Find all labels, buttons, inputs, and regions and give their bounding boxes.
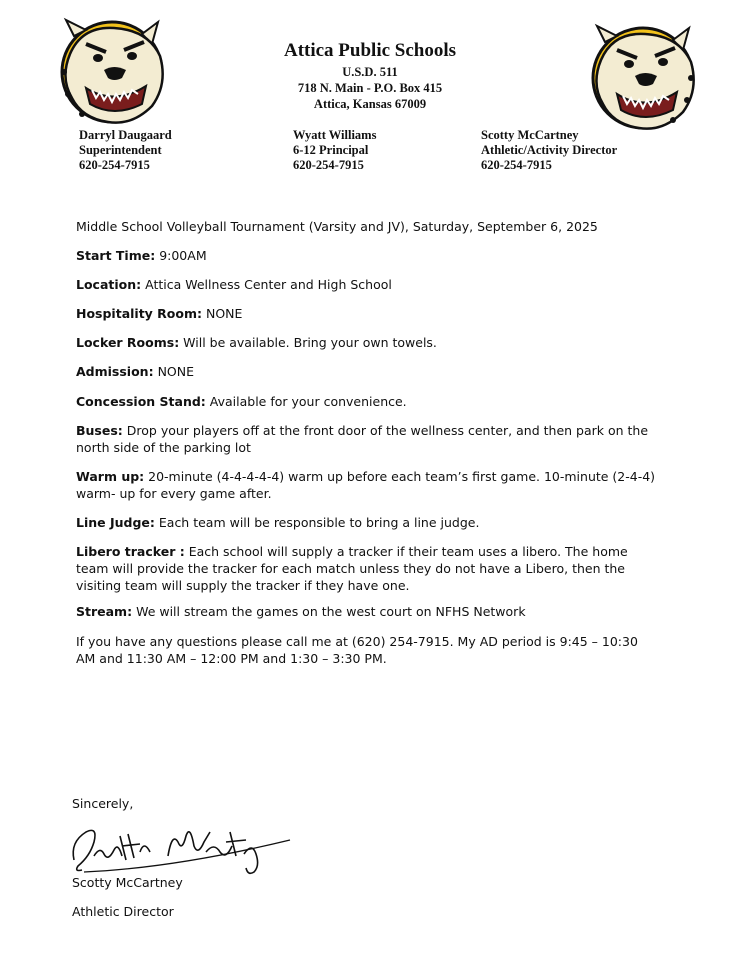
detail-label: Libero tracker :: [76, 544, 185, 559]
detail-label: Line Judge:: [76, 515, 155, 530]
detail-stream: [76, 603, 656, 620]
detail-location: [76, 276, 656, 293]
signer-name: Scotty McCartney: [72, 875, 183, 890]
detail-hospitality: [76, 305, 656, 322]
address-line-2: Attica, Kansas 67009: [313, 97, 427, 111]
detail-label: Warm up:: [76, 469, 145, 484]
detail-label: Buses:: [76, 423, 123, 438]
contact-paragraph: [76, 633, 656, 667]
detail-value: Will be available. Bring your own towels.: [179, 335, 437, 350]
detail-line-judge: [76, 514, 656, 531]
detail-value: Drop your players off at the front door of the wellness center, and then park on the north side of the parking lot: [76, 423, 649, 455]
detail-label: Hospitality Room:: [76, 306, 203, 321]
detail-label: Stream:: [76, 604, 133, 619]
staff-phone: 620-254-7915: [79, 158, 150, 172]
address-line-1: 718 N. Main - P.O. Box 415: [297, 81, 443, 95]
detail-buses: [76, 422, 656, 456]
bulldog-logo-right: [583, 20, 703, 135]
staff-name: Darryl Daugaard: [79, 128, 172, 142]
bulldog-logo-left: [52, 14, 172, 129]
staff-athletic-director: [481, 128, 617, 173]
detail-concession: [76, 393, 656, 410]
detail-label: Start Time:: [76, 248, 156, 263]
staff-title: 6-12 Principal: [293, 143, 369, 157]
district-number: U.S.D. 511: [342, 65, 398, 79]
detail-locker-rooms: [76, 334, 656, 351]
contact-text: If you have any questions please call me at (620) 254-7915. My AD period is 9:45 – 10:30 AM and 11:30 AM – 12:00 PM and 1:30 – 3:30 PM.: [76, 634, 638, 666]
detail-value: Available for your convenience.: [205, 394, 407, 409]
school-name: Attica Public Schools: [283, 40, 457, 61]
detail-value: 20-minute (4-4-4-4-4) warm up before each team’s first game. 10-minute (2-4-4) warm- up for every game after.: [76, 469, 656, 501]
detail-start-time: [76, 247, 656, 264]
intro-paragraph: [76, 218, 656, 235]
detail-label: Concession Stand:: [76, 394, 206, 409]
salutation: Sincerely,: [72, 796, 134, 811]
detail-value: Each team will be responsible to bring a line judge.: [154, 515, 480, 530]
detail-label: Admission:: [76, 364, 154, 379]
detail-value: We will stream the games on the west court on NFHS Network: [132, 604, 526, 619]
staff-phone: 620-254-7915: [481, 158, 552, 172]
staff-phone: 620-254-7915: [293, 158, 364, 172]
detail-warm-up: [76, 468, 656, 502]
detail-value: NONE: [153, 364, 195, 379]
detail-value: Attica Wellness Center and High School: [141, 277, 392, 292]
signature-image: [64, 812, 300, 878]
staff-superintendent: [79, 128, 172, 173]
staff-name: Wyatt Williams: [293, 128, 377, 142]
detail-value: NONE: [202, 306, 243, 321]
letterhead: [200, 38, 540, 112]
detail-admission: [76, 363, 656, 380]
detail-label: Location:: [76, 277, 142, 292]
staff-principal: [293, 128, 376, 173]
detail-value: Each school will supply a tracker if their team uses a libero. The home team will provide the tracker for each match unless they do not have a Libero, then the visiting team will supply the tracker if they have one.: [76, 544, 628, 593]
detail-value: 9:00AM: [155, 248, 207, 263]
detail-libero-tracker: [76, 543, 656, 594]
signer-title: Athletic Director: [72, 904, 174, 919]
intro-text: Middle School Volleyball Tournament (Varsity and JV), Saturday, September 6, 2025: [76, 219, 598, 234]
staff-name: Scotty McCartney: [481, 128, 579, 142]
staff-title: Superintendent: [79, 143, 162, 157]
staff-title: Athletic/Activity Director: [481, 143, 618, 157]
detail-label: Locker Rooms:: [76, 335, 180, 350]
